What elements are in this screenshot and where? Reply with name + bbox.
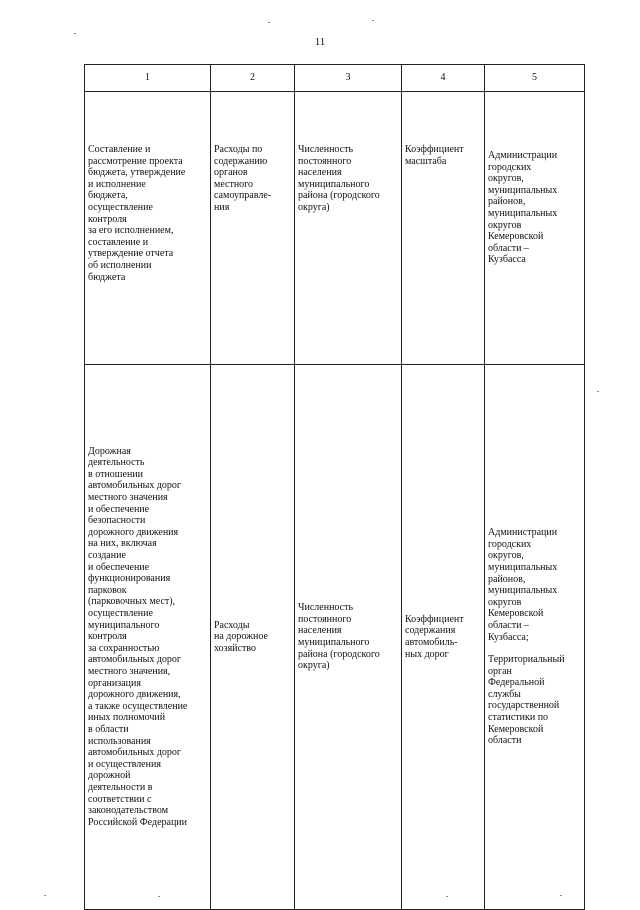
- scan-artifact: [268, 22, 270, 23]
- data-source-secondary: Территориальный орган Федеральной службы государственной статистики по Кемеровской области: [488, 654, 565, 747]
- table-header-row: [85, 65, 585, 92]
- cell-expense-type: Расходы на дорожное хозяйство: [211, 365, 295, 910]
- scan-artifact: [597, 391, 599, 392]
- scan-artifact: [158, 896, 160, 897]
- cell-coefficient: Коэффициент содержания автомобиль- ных дорог: [402, 365, 485, 910]
- data-table: [84, 64, 585, 910]
- scan-artifact: [560, 895, 562, 896]
- header-cell-2: 2: [211, 65, 295, 92]
- cell-data-source: [485, 365, 585, 910]
- scan-artifact: [74, 33, 76, 34]
- scan-artifact: [44, 895, 46, 896]
- table-row: [85, 365, 585, 910]
- cell-expense-type: Расходы по содержанию органов местного самоуправле- ния: [211, 92, 295, 365]
- cell-coefficient: Коэффициент масштаба: [402, 92, 485, 365]
- data-table-container: [84, 64, 584, 910]
- data-source-primary: Администрации городских округов, муниципальных районов, муниципальных округов Кемеровской области – Кузбасса;: [488, 527, 558, 643]
- header-cell-1: 1: [85, 65, 211, 92]
- page-number: 11: [314, 36, 326, 48]
- data-source-gap: [488, 643, 581, 654]
- cell-indicator: Численность постоянного населения муниципального района (городского округа): [295, 92, 402, 365]
- cell-authority: Дорожная деятельность в отношении автомобильных дорог местного значения и обеспечение безопасности дорожного движения на них, включая создание и обеспечение функционирования парковок (парковочных мест), осуществление муниципального контроля за сохранностью автомобильных дорог местного значения, организация дорожного движения, а также осуществление иных полномочий в области использования автомобильных дорог и осуществления дорожной деятельности в соответствии с законодательством Российской Федерации: [85, 365, 211, 910]
- header-cell-4: 4: [402, 65, 485, 92]
- header-cell-5: 5: [485, 65, 585, 92]
- table-row: [85, 92, 585, 365]
- cell-authority: Составление и рассмотрение проекта бюджета, утверждение и исполнение бюджета, осуществление контроля за его исполнением, составление и утверждение отчета об исполнении бюджета: [85, 92, 211, 365]
- cell-indicator: Численность постоянного населения муниципального района (городского округа): [295, 365, 402, 910]
- cell-data-source: Администрации городских округов, муниципальных районов, муниципальных округов Кемеровской области – Кузбасса: [485, 92, 585, 365]
- scan-artifact: [446, 896, 448, 897]
- header-cell-3: 3: [295, 65, 402, 92]
- scan-artifact: [372, 20, 374, 21]
